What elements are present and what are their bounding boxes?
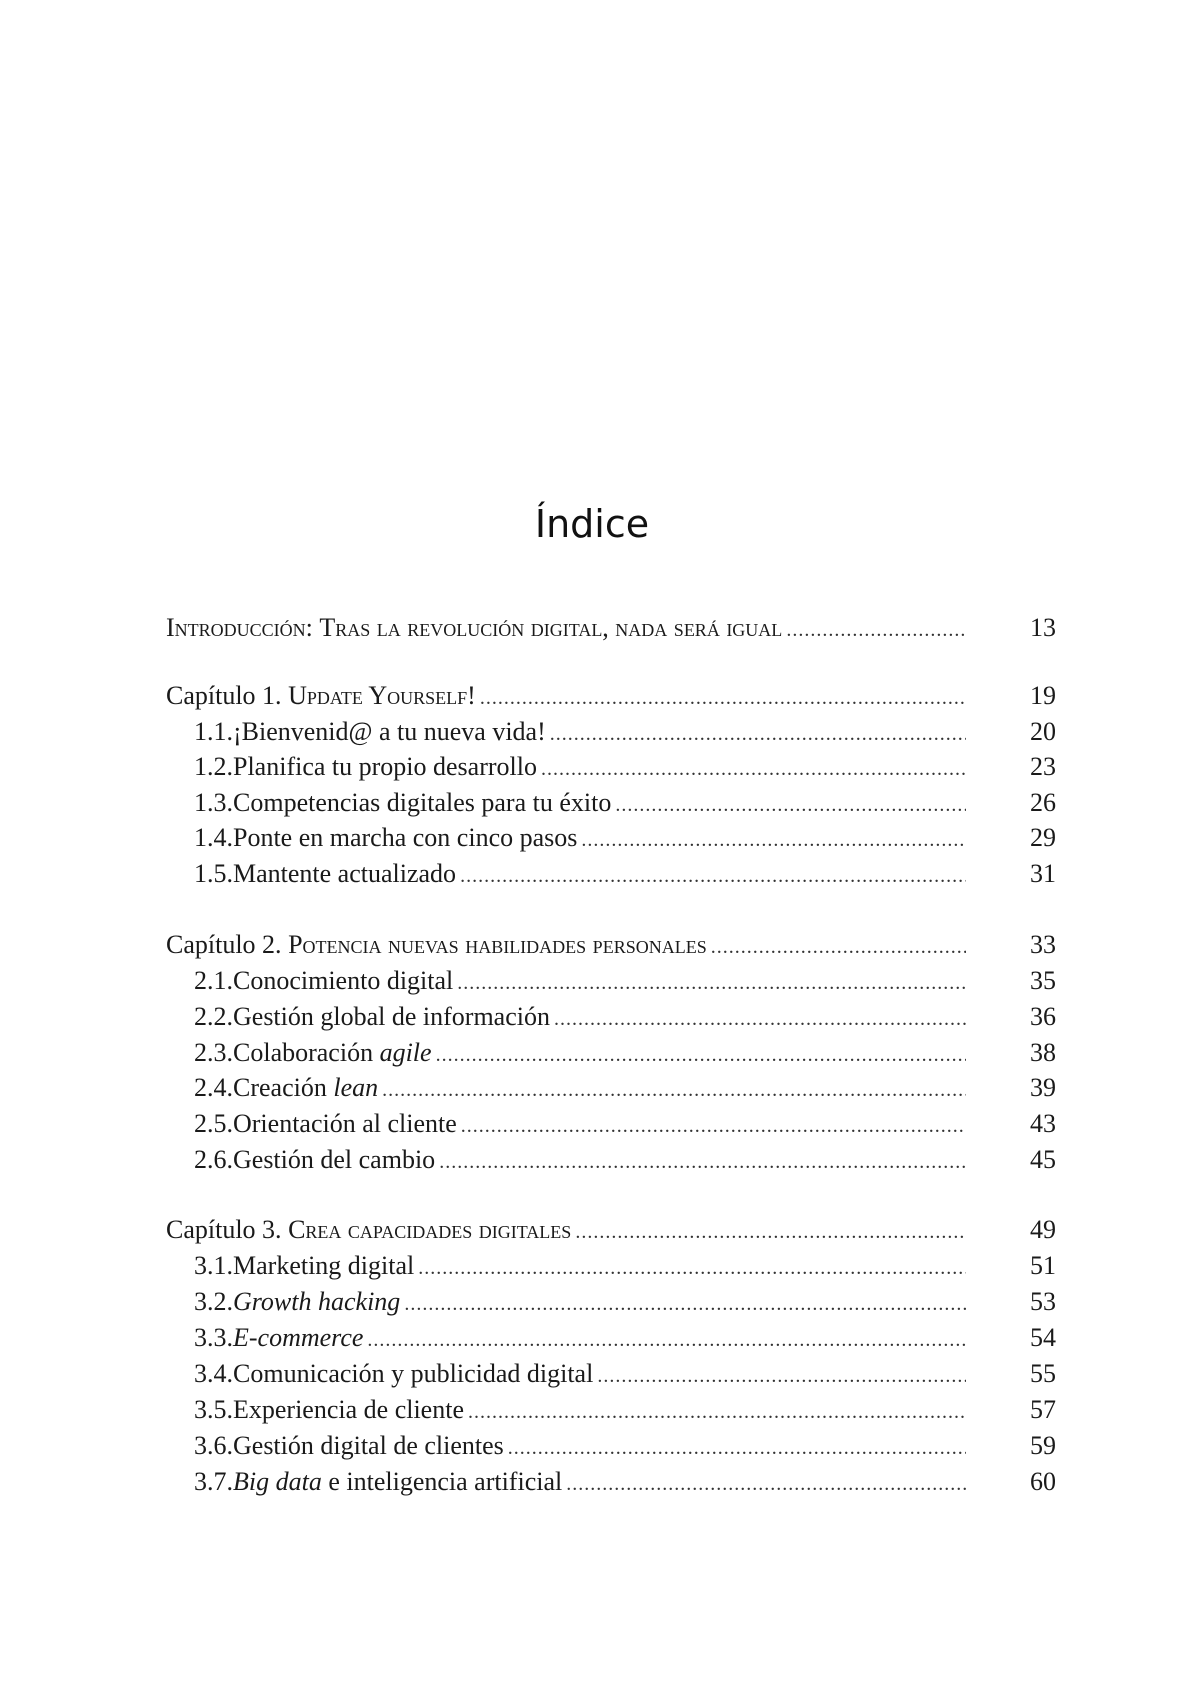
section-number: 3.6.	[194, 1431, 233, 1460]
dot-leader	[404, 1286, 966, 1322]
page-number: 23	[1030, 752, 1056, 781]
dot-leader	[367, 1322, 966, 1358]
section-title-italic: lean	[333, 1073, 379, 1102]
section-title: Gestión global de información	[233, 1002, 550, 1031]
dot-leader	[541, 751, 966, 787]
section-title: Conocimiento digital	[233, 966, 454, 995]
section-title: Gestión digital de clientes	[233, 1431, 504, 1460]
toc-entry-section[interactable]	[166, 1035, 1056, 1071]
dot-leader	[554, 1001, 966, 1037]
toc-entry-chapter-1[interactable]	[166, 678, 1056, 714]
toc-entry-section[interactable]	[166, 963, 1056, 999]
dot-leader	[597, 1358, 966, 1394]
section-number: 2.3.	[194, 1038, 233, 1067]
intro-title: Tras la revolución digital, nada será igual	[319, 613, 783, 642]
section-title: Comunicación y publicidad digital	[233, 1359, 594, 1388]
section-number: 3.2.	[194, 1287, 233, 1316]
page-number: 35	[1030, 966, 1056, 995]
section-title-italic: Big data	[233, 1467, 322, 1496]
section-title: Ponte en marcha con cinco pasos	[233, 823, 578, 852]
page-number: 49	[1030, 1215, 1056, 1244]
dot-leader	[550, 716, 966, 752]
section-number: 2.5.	[194, 1109, 233, 1138]
toc-entry-section[interactable]	[166, 999, 1056, 1035]
section-number: 1.5.	[194, 859, 233, 888]
toc-entry-introduction[interactable]	[166, 610, 1056, 646]
section-title: Planifica tu propio desarrollo	[233, 752, 537, 781]
section-number: 1.1.	[194, 717, 233, 746]
toc-entry-section[interactable]	[166, 1106, 1056, 1142]
dot-leader	[461, 1108, 966, 1144]
dot-leader	[418, 1250, 966, 1286]
section-title: Mantente actualizado	[233, 859, 457, 888]
toc-entry-chapter-2[interactable]	[166, 927, 1056, 963]
toc-entry-section[interactable]	[166, 1428, 1056, 1464]
section-number: 1.4.	[194, 823, 233, 852]
section-number: 3.5.	[194, 1395, 233, 1424]
dot-leader	[439, 1144, 966, 1180]
dot-leader	[436, 1037, 966, 1073]
section-number: 3.4.	[194, 1359, 233, 1388]
page-number: 39	[1030, 1073, 1056, 1102]
page-number: 53	[1030, 1287, 1056, 1316]
toc-entry-section[interactable]	[166, 1248, 1056, 1284]
page-number: 33	[1030, 930, 1056, 959]
toc-entry-section[interactable]	[166, 1284, 1056, 1320]
page-number: 26	[1030, 788, 1056, 817]
section-number: 1.3.	[194, 788, 233, 817]
section-title: Competencias digitales para tu éxito	[233, 788, 612, 817]
chapter-label: Capítulo 2.	[166, 930, 282, 959]
section-title: Marketing digital	[233, 1251, 415, 1280]
toc-entry-section[interactable]	[166, 1320, 1056, 1356]
intro-label: Introducción:	[166, 613, 313, 642]
page-title: Índice	[534, 502, 650, 546]
page-number: 29	[1030, 823, 1056, 852]
section-title: Colaboración	[233, 1038, 380, 1067]
section-title: Orientación al cliente	[233, 1109, 457, 1138]
toc-entry-section[interactable]	[166, 785, 1056, 821]
toc-entry-section[interactable]	[166, 856, 1056, 892]
dot-leader	[468, 1394, 966, 1430]
dot-leader	[711, 929, 966, 965]
toc-entry-section[interactable]	[166, 1392, 1056, 1428]
section-number: 2.1.	[194, 966, 233, 995]
chapter-label: Capítulo 1.	[166, 681, 282, 710]
page-number: 38	[1030, 1038, 1056, 1067]
page-number: 60	[1030, 1467, 1056, 1496]
dot-leader	[566, 1466, 966, 1502]
section-number: 3.1.	[194, 1251, 233, 1280]
section-title-italic: E-commerce	[233, 1323, 364, 1352]
toc-entry-chapter-3[interactable]	[166, 1212, 1056, 1248]
page-number: 59	[1030, 1431, 1056, 1460]
page-number: 45	[1030, 1145, 1056, 1174]
dot-leader	[575, 1214, 966, 1250]
page-number: 31	[1030, 859, 1056, 888]
dot-leader	[480, 680, 966, 716]
section-title: ¡Bienvenid@ a tu nueva vida!	[233, 717, 546, 746]
section-number: 3.7.	[194, 1467, 233, 1496]
dot-leader	[382, 1072, 966, 1108]
section-title: Gestión del cambio	[233, 1145, 436, 1174]
dot-leader	[581, 822, 966, 858]
toc-entry-section[interactable]	[166, 749, 1056, 785]
section-title: Experiencia de cliente	[233, 1395, 464, 1424]
page-number: 51	[1030, 1251, 1056, 1280]
page-number: 36	[1030, 1002, 1056, 1031]
dot-leader	[786, 612, 966, 648]
chapter-title: Potencia nuevas habilidades personales	[288, 930, 707, 959]
dot-leader	[457, 965, 966, 1001]
toc-entry-section[interactable]	[166, 820, 1056, 856]
page-number: 13	[1030, 613, 1056, 642]
section-title-italic: Growth hacking	[233, 1287, 401, 1316]
page-number: 54	[1030, 1323, 1056, 1352]
section-title-italic: agile	[379, 1038, 432, 1067]
toc-entry-section[interactable]	[166, 714, 1056, 750]
section-number: 2.6.	[194, 1145, 233, 1174]
toc-entry-section[interactable]	[166, 1142, 1056, 1178]
section-number: 3.3.	[194, 1323, 233, 1352]
toc-entry-section[interactable]	[166, 1356, 1056, 1392]
section-title: Creación	[233, 1073, 334, 1102]
page-number: 57	[1030, 1395, 1056, 1424]
section-number: 1.2.	[194, 752, 233, 781]
chapter-title: Crea capacidades digitales	[288, 1215, 572, 1244]
page-number: 20	[1030, 717, 1056, 746]
page-number: 19	[1030, 681, 1056, 710]
page-number: 55	[1030, 1359, 1056, 1388]
dot-leader	[615, 787, 966, 823]
section-number: 2.4.	[194, 1073, 233, 1102]
section-title: e inteligencia artificial	[321, 1467, 563, 1496]
toc-entry-section[interactable]	[166, 1070, 1056, 1106]
chapter-title: Update Yourself!	[288, 681, 476, 710]
toc-entry-section[interactable]	[166, 1464, 1056, 1500]
page-number: 43	[1030, 1109, 1056, 1138]
chapter-label: Capítulo 3.	[166, 1215, 282, 1244]
dot-leader	[508, 1430, 966, 1466]
dot-leader	[460, 858, 966, 894]
section-number: 2.2.	[194, 1002, 233, 1031]
